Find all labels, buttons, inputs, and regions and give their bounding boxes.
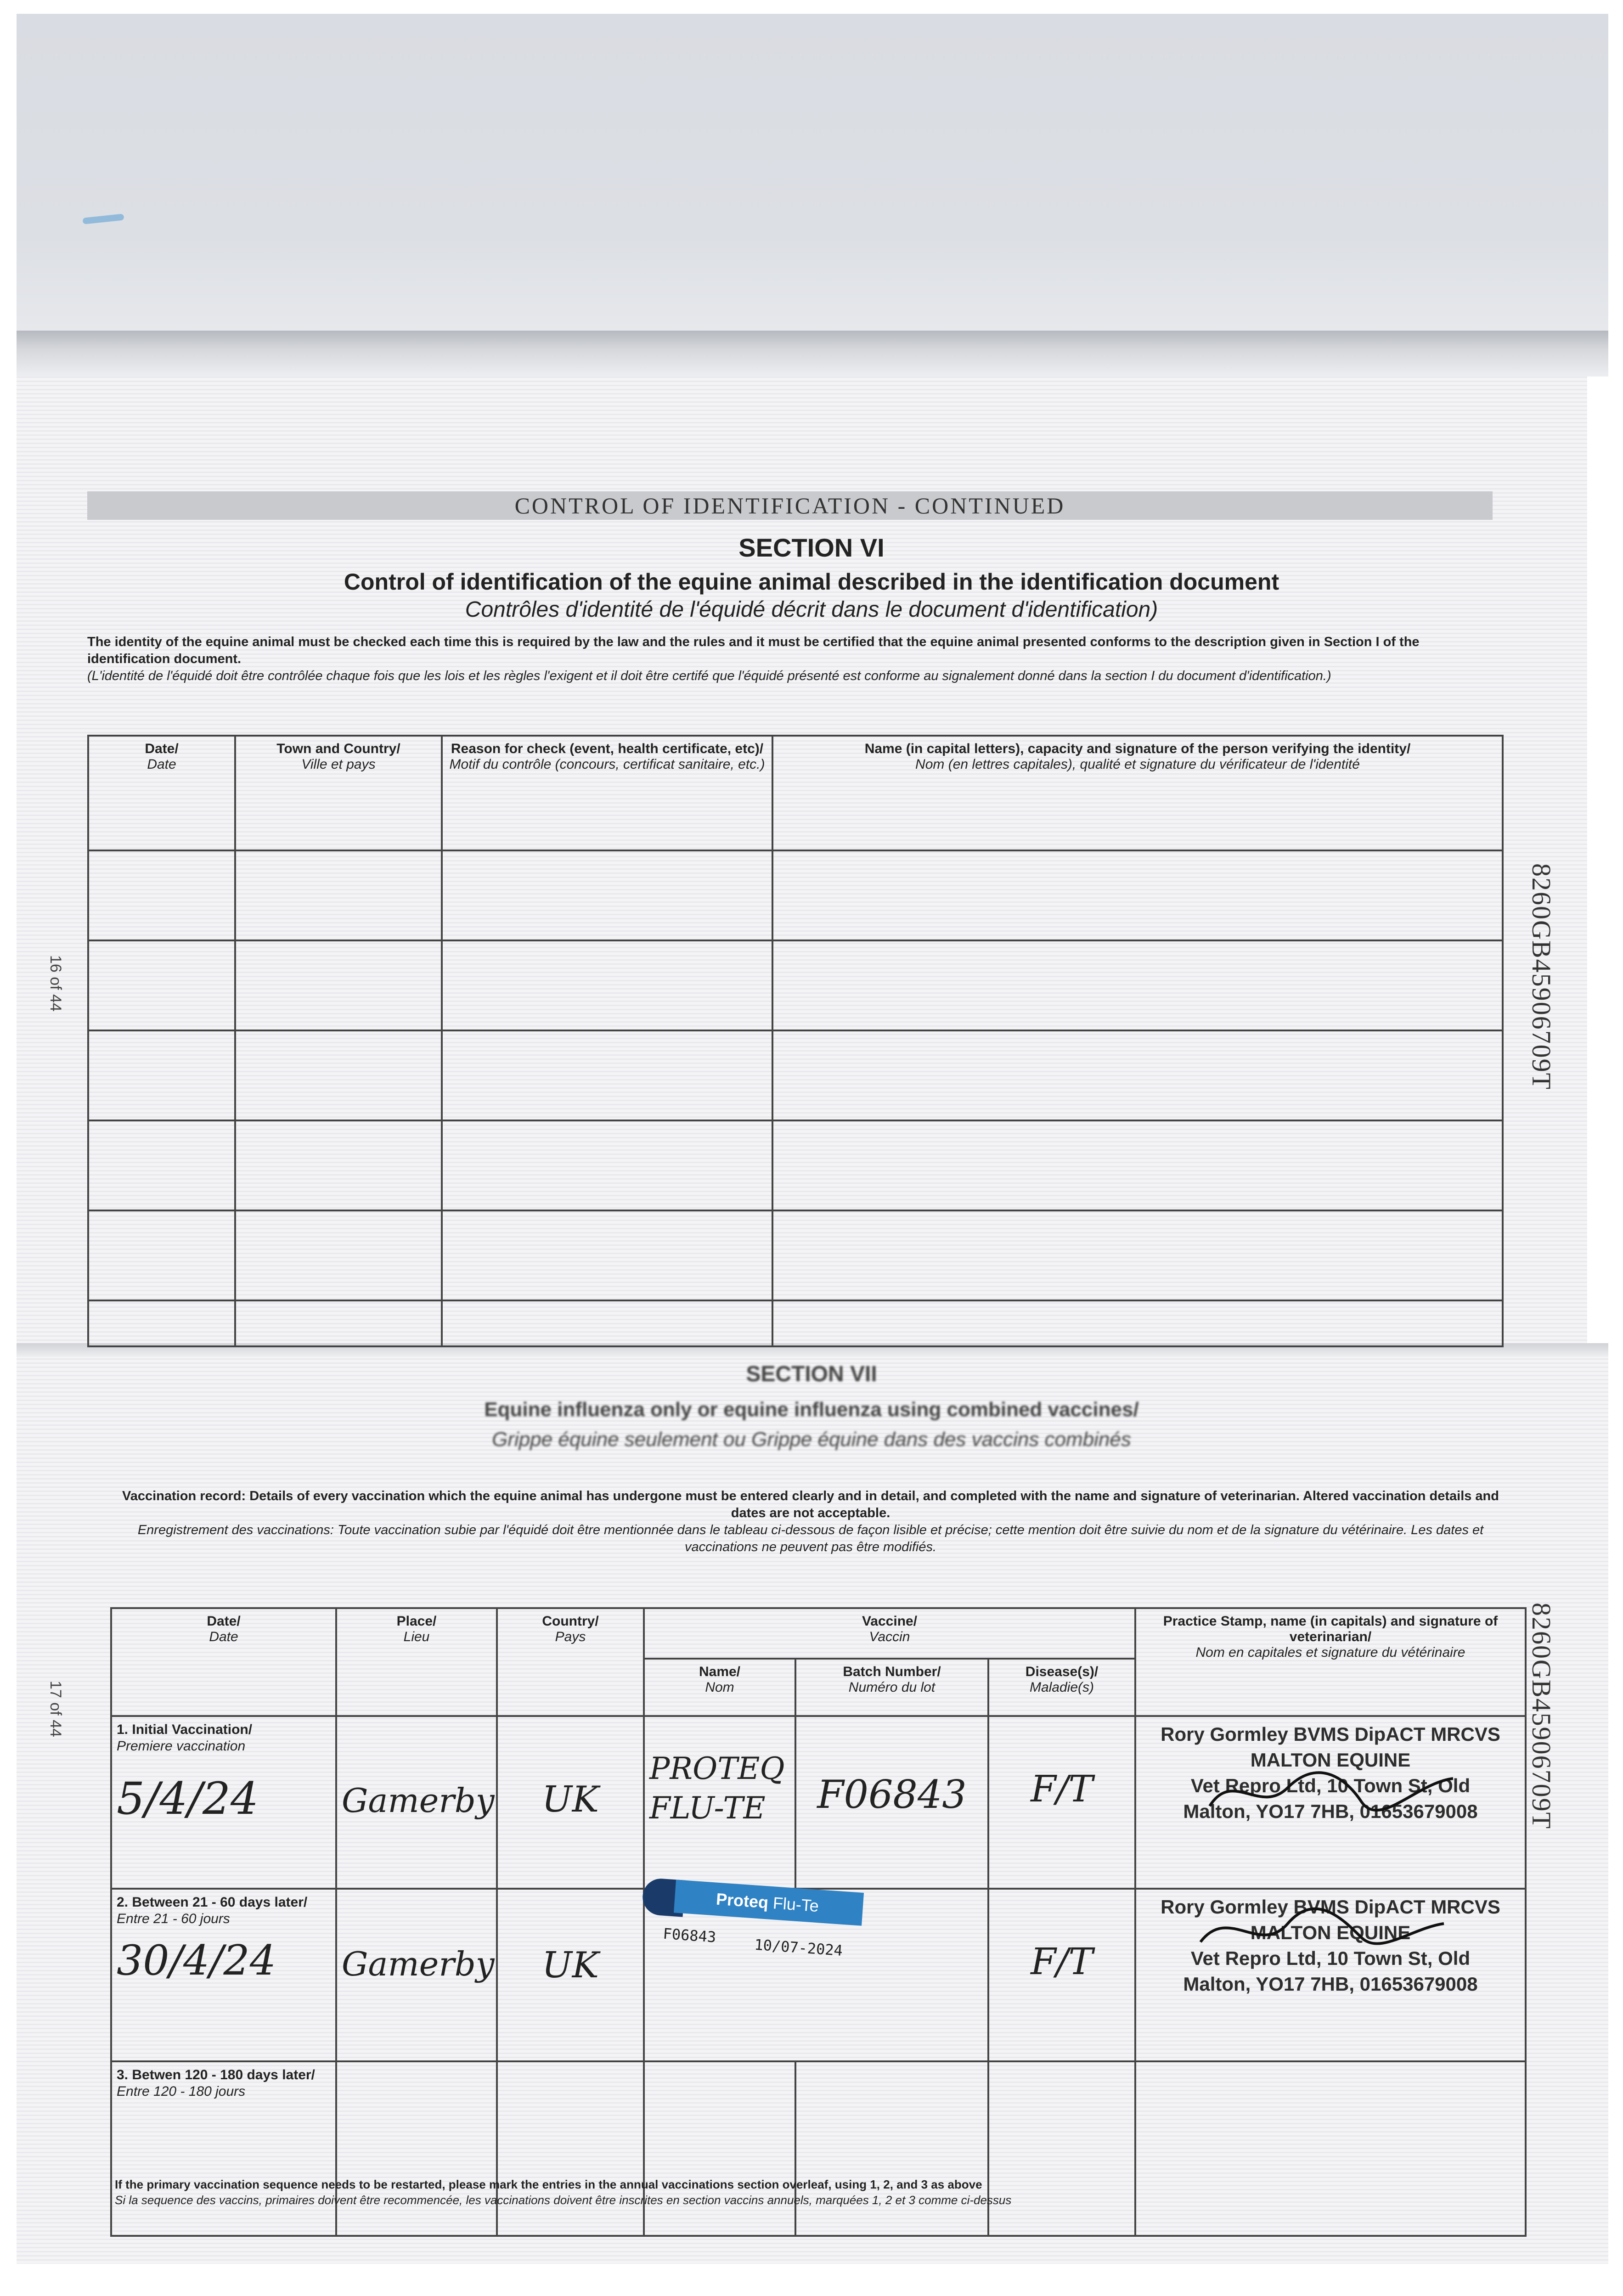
col-reason: Reason for check (event, health certificate, etc)/ Motif du contrôle (concours, certificat sanitaire, etc.) (442, 736, 772, 850)
vet-signature (1196, 1905, 1453, 1960)
table-row (111, 2061, 1526, 2236)
handwritten-place: Gamerby (342, 1945, 495, 1983)
document-id: 8260GB45906709T (1527, 1603, 1556, 1829)
disease-cell (988, 1716, 1135, 1889)
handwritten-date: 30/4/24 (117, 1936, 276, 1985)
section-banner: CONTROL OF IDENTIFICATION - CONTINUED (87, 491, 1493, 520)
document-id: 8260GB45906709T (1527, 863, 1556, 1090)
handwritten-disease: F/T (1031, 1767, 1093, 1810)
record-fr: Enregistrement des vaccinations: Toute vaccination subie par l'équidé doit être mentionnée dans le tableau ci-dessous de façon lisible et précise; cette mention doit être suivie du nom et de la signature du vétérinaire. Les dates et vaccinations ne peuvent pas être modifiés. (137, 1523, 1484, 1554)
footer-fr: Si la sequence des vaccins, primaires doivent être recommencée, les vaccinations doivent être inscrites en section vaccins annuels, marquées 1, 2 et 3 comme ci-dessus (115, 2193, 1012, 2207)
footer-en: If the primary vaccination sequence needs to be restarted, please mark the entries in the annual vaccinations section overleaf, using 1, 2, and 3 as above (115, 2178, 982, 2191)
section-heading-fr: Grippe équine seulement ou Grippe équine dans des vaccins combinés (492, 1428, 1131, 1451)
vaccination-record-text (106, 1488, 1516, 1556)
row-label: 2. Between 21 - 60 days later/ Entre 21 - 60 jours (117, 1895, 308, 1926)
handwritten-vaccine-name: PROTEQ FLU-TE (649, 1751, 785, 1826)
col-disease: Disease(s)/ Maladie(s) (988, 1659, 1135, 1716)
table-row (88, 1210, 1503, 1300)
vaccine-name-cell (644, 1716, 795, 1889)
table-row (88, 1120, 1503, 1210)
page-number: 17 of 44 (47, 1681, 64, 1737)
handwritten-country: UK (541, 1779, 599, 1820)
handwritten-country: UK (541, 1945, 599, 1986)
handwritten-batch: F06843 (817, 1772, 967, 1817)
row-date-cell (111, 2061, 336, 2236)
batch-cell (795, 1716, 988, 1889)
section-heading-fr: Contrôles d'identité de l'équidé décrit dans le document d'identification) (465, 597, 1158, 622)
page-number: 16 of 44 (47, 955, 64, 1012)
table-row (88, 940, 1503, 1030)
col-practice-stamp: Practice Stamp, name (in capitals) and signature of veterinarian/ Nom en capitales et signature du vétérinaire (1135, 1608, 1526, 1716)
col-town-country: Town and Country/ Ville et pays (235, 736, 442, 850)
sticker-lot: F06843 (662, 1925, 717, 1946)
footer-note (115, 2177, 1493, 2208)
table-row (88, 1030, 1503, 1120)
col-verifier: Name (in capital letters), capacity and signature of the person verifying the identity/ Nom (en lettres capitales), qualité et signature du vérificateur de l'identité (772, 736, 1503, 850)
page-edge-shadow (17, 331, 1608, 377)
table-row (88, 1300, 1503, 1346)
section-heading-en: Equine influenza only or equine influenza using combined vaccines/ (484, 1398, 1139, 1421)
place-cell (336, 1716, 497, 1889)
intro-fr: (L'identité de l'équidé doit être contrôlée chaque fois que les lois et les règles l'exigent et il doit être certifé que l'équidé présenté est conforme au signalement donné dans la section I du document d'identification.) (87, 669, 1331, 683)
vaccine-batch-sticker (638, 1877, 864, 1980)
intro-text (87, 634, 1474, 685)
practice-stamp-cell (1135, 1716, 1526, 1889)
section-title: SECTION VI (738, 533, 885, 562)
identity-check-table (87, 735, 1504, 1347)
intro-en: The identity of the equine animal must be checked each time this is required by the law and the rules and it must be certified that the equine animal presented conforms to the description given in Section I of the identification document. (87, 635, 1420, 666)
col-vaccine: Vaccine/ Vaccin (644, 1608, 1135, 1659)
handwritten-disease: F/T (1031, 1940, 1093, 1983)
col-date: Date/ Date (111, 1608, 336, 1716)
disease-cell (988, 1889, 1135, 2061)
sticker-band: Proteq Flu-Te (674, 1880, 864, 1925)
place-cell (336, 1889, 497, 2061)
col-place: Place/ Lieu (336, 1608, 497, 1716)
row-date-cell (111, 1889, 336, 2061)
record-en: Vaccination record: Details of every vaccination which the equine animal has undergone must be entered clearly and in detail, and completed with the name and signature of veterinarian. Altered vaccination details and dates are not acceptable. (122, 1489, 1499, 1520)
table-row (88, 850, 1503, 940)
row-label: 3. Betwen 120 - 180 days later/ Entre 120 - 180 jours (117, 2067, 315, 2099)
col-date: Date/ Date (88, 736, 235, 850)
vet-signature (1205, 1765, 1462, 1820)
col-batch-number: Batch Number/ Numéro du lot (795, 1659, 988, 1716)
table-row (111, 1716, 1526, 1889)
scanner-background (17, 14, 1608, 331)
row-label: 1. Initial Vaccination/ Premiere vaccination (117, 1722, 253, 1754)
section-title: SECTION VII (746, 1362, 877, 1386)
practice-stamp-cell (1135, 1889, 1526, 2061)
country-cell (497, 1889, 644, 2061)
country-cell (497, 1716, 644, 1889)
practice-stamp: Rory Gormley BVMS DipACT MRCVS MALTON EQUINE Vet Repro Ltd, 10 Town St, Old Malton, YO17 7HB, 01653679008 (1161, 1723, 1500, 1822)
row-date-cell (111, 1716, 336, 1889)
handwritten-place: Gamerby (342, 1781, 495, 1820)
handwritten-date: 5/4/24 (117, 1773, 259, 1824)
col-country: Country/ Pays (497, 1608, 644, 1716)
practice-stamp: Rory Gormley BVMS DipACT MRCVS MALTON EQUINE Vet Repro Ltd, 10 Town St, Old Malton, YO17 7HB, 01653679008 (1161, 1896, 1500, 1995)
section-heading-en: Control of identification of the equine animal described in the identification document (344, 569, 1279, 595)
col-vaccine-name: Name/ Nom (644, 1659, 795, 1716)
sticker-expiry: 10/07-2024 (754, 1936, 844, 1960)
